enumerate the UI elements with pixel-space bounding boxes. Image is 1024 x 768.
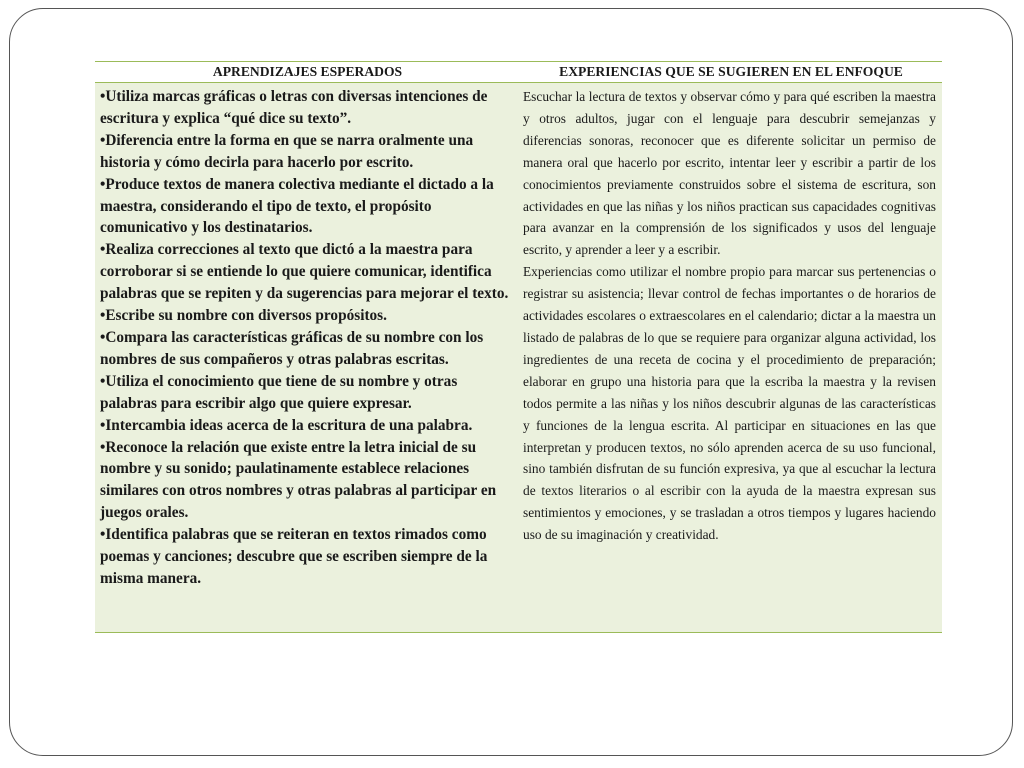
aprendizajes-column	[100, 86, 515, 590]
experiencia-paragraph: Escuchar la lectura de textos y observar cómo y para qué escriben la maestra y otros adultos, jugar con el lenguaje para descubrir semejanzas y diferencias sonoras, reconocer que es diferente solicitar un permiso de manera oral que hacerlo por escrito, intentar leer y escribir a partir de los conocimientos previamente construidos sobre el sistema de escritura, son actividades en que las niñas y los niños practican sus capacidades cognitivas para avanzar en la comprensión de los significados y usos del lenguaje escrito, y aprender a leer y a escribir.	[523, 89, 936, 258]
content-table	[95, 61, 942, 633]
experiencia-paragraph: Experiencias como utilizar el nombre propio para marcar sus pertenencias o registrar su asistencia; llevar control de fechas importantes o de horarios de actividades escolares o extraescolares en el calendario; dictar a la maestra un listado de palabras de lo que se requiere para organizar alguna actividad, los ingredientes de una receta de cocina y el procedimiento de preparación; elaborar en grupo una historia para que la escriba la maestra y la revisen todos permite a las niñas y los niños descubrir algunas de las características y funciones de la lengua escrita. Al participar en situaciones en las que interpretan y producen textos, no sólo aprenden acerca de su uso funcional, sino también disfrutan de su función expresiva, ya que al escuchar la lectura de textos literarios o al escribir con la ayuda de la maestra expresan sus sentimientos y emociones, y se trasladan a otros tiempos y lugares haciendo uso de su imaginación y creatividad.	[523, 264, 936, 543]
slide-frame	[9, 8, 1013, 756]
aprendizaje-item: •Utiliza marcas gráficas o letras con diversas intenciones de escritura y explica “qué dice su texto”.	[100, 88, 488, 127]
aprendizaje-item: •Reconoce la relación que existe entre la letra inicial de su nombre y su sonido; paulatinamente establece relaciones similares con otros nombres y otras palabras al participar en juegos orales.	[100, 438, 497, 522]
aprendizaje-item: •Compara las características gráficas de su nombre con los nombres de sus compañeros y otras palabras escritas.	[100, 328, 484, 368]
header-experiencias: EXPERIENCIAS QUE SE SUGIEREN EN EL ENFOQUE	[559, 64, 903, 79]
aprendizaje-item: •Realiza correcciones al texto que dictó a la maestra para corroborar si se entiende lo que quiere comunicar, identifica palabras que se repiten y da sugerencias para mejorar el texto.	[100, 241, 509, 303]
aprendizaje-item: •Diferencia entre la forma en que se narra oralmente una historia y cómo decirla para hacerlo por escrito.	[100, 131, 474, 171]
aprendizaje-item: •Produce textos de manera colectiva mediante el dictado a la maestra, considerando el tipo de texto, el propósito comunicativo y los destinatarios.	[100, 175, 494, 237]
aprendizaje-item: •Escribe su nombre con diversos propósitos.	[100, 307, 387, 325]
aprendizaje-item: •Identifica palabras que se reiteran en textos rimados como poemas y canciones; descubre que se escriben siempre de la misma manera.	[100, 526, 488, 587]
table-header-row	[95, 62, 942, 83]
experiencias-column	[523, 86, 936, 546]
header-aprendizajes: APRENDIZAJES ESPERADOS	[212, 64, 403, 79]
table-body-row	[95, 83, 942, 632]
aprendizaje-item: •Intercambia ideas acerca de la escritura de una palabra.	[100, 416, 473, 434]
aprendizaje-item: •Utiliza el conocimiento que tiene de su nombre y otras palabras para escribir algo que quiere expresar.	[100, 372, 458, 412]
